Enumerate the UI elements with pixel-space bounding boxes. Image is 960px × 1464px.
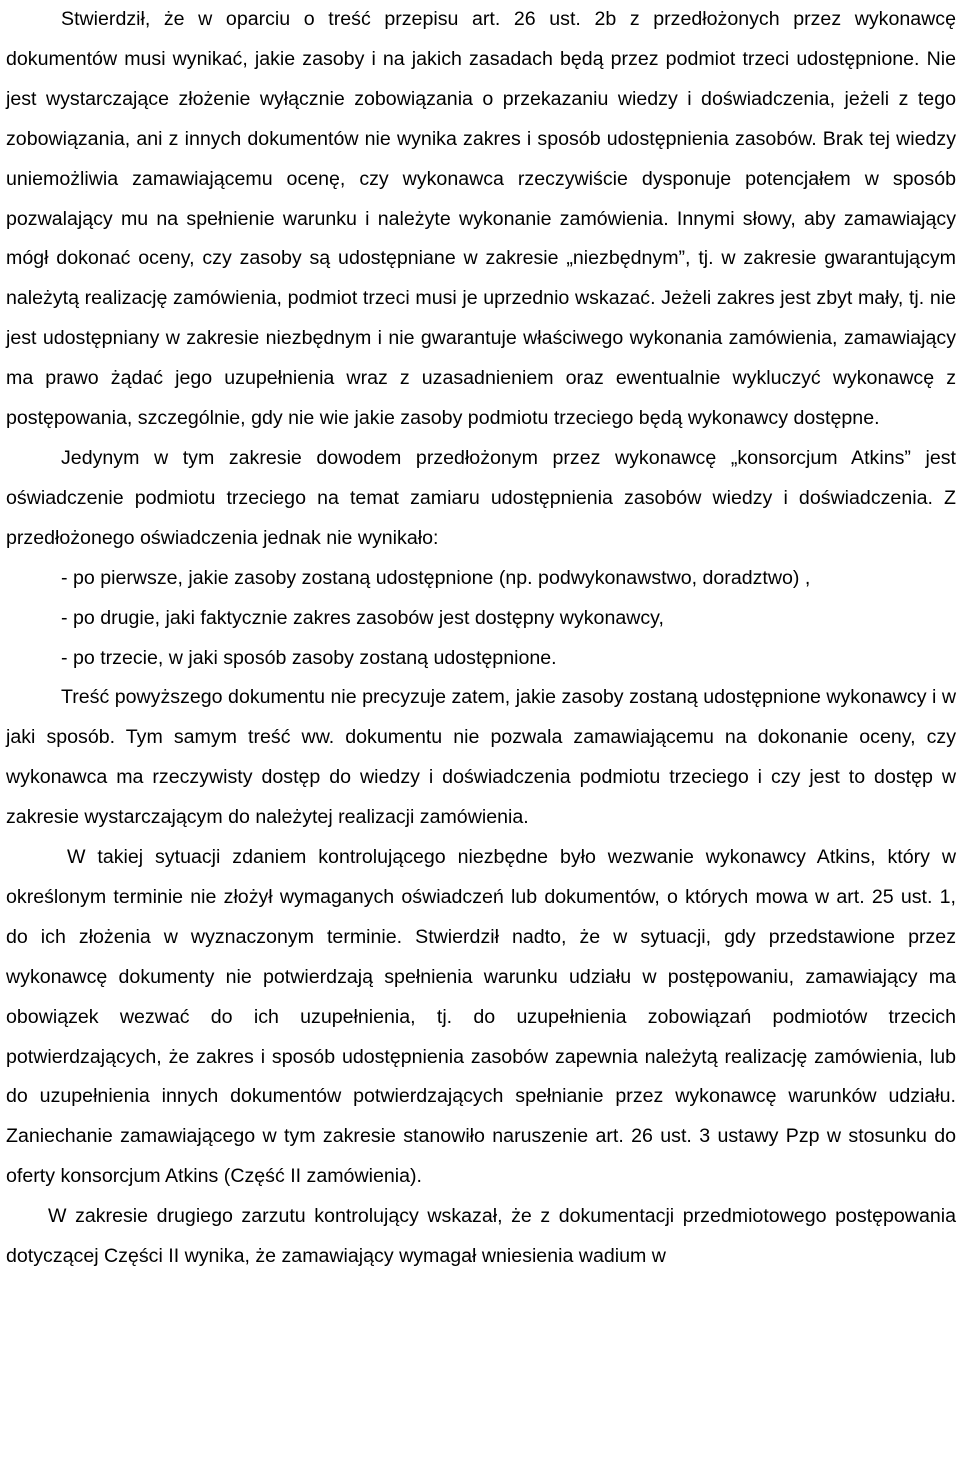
document-page [6, 0, 956, 1277]
list-item: - po trzecie, w jaki sposób zasoby zostaną udostępnione. [61, 646, 557, 669]
list-item: - po drugie, jaki faktycznie zakres zasobów jest dostępny wykonawcy, [61, 606, 664, 629]
paragraph-2: Jedynym w tym zakresie dowodem przedłożonym przez wykonawcę „konsorcjum Atkins” jest oświadczenie podmiotu trzeciego na temat zamiaru udostępnienia zasobów wiedzy i doświadczenia. Z przedłożonego oświadczenia jednak nie wynikało: [6, 446, 956, 549]
paragraph-1: Stwierdził, że w oparciu o treść przepisu art. 26 ust. 2b z przedłożonych przez wykonawcę dokumentów musi wynikać, jakie zasoby i na jakich zasadach będą przez podmiot trzeci udostępnione. Nie jest wystarczające złożenie wyłącznie zobowiązania o przekazaniu wiedzy i doświadczenia, jeżeli z tego zobowiązania, ani z innych dokumentów nie wynika zakres i sposób udostępnienia zasobów. Brak tej wiedzy uniemożliwia zamawiającemu ocenę, czy wykonawca rzeczywiście dysponuje potencjałem w sposób pozwalający mu na spełnienie warunku i należyte wykonanie zamówienia. Innymi słowy, aby zamawiający mógł dokonać oceny, czy zasoby są udostępniane w zakresie „niezbędnym”, tj. w zakresie gwarantującym należytą realizację zamówienia, podmiot trzeci musi je uprzednio wskazać. Jeżeli zakres jest zbyt mały, tj. nie jest udostępniany w zakresie niezbędnym i nie gwarantuje właściwego wykonania zamówienia, zamawiający ma prawo żądać jego uzupełnienia wraz z uzasadnieniem oraz ewentualnie wykluczyć wykonawcę z postępowania, szczególnie, gdy nie wie jakie zasoby podmiotu trzeciego będą wykonawcy dostępne. [6, 8, 956, 430]
enumeration-list [6, 559, 956, 679]
paragraph-3: Treść powyższego dokumentu nie precyzuje zatem, jakie zasoby zostaną udostępnione wykonawcy i w jaki sposób. Tym samym treść ww. dokumentu nie pozwala zamawiającemu na dokonanie oceny, czy wykonawca ma rzeczywisty dostęp do wiedzy i doświadczenia podmiotu trzeciego i czy jest to dostęp w zakresie wystarczającym do należytej realizacji zamówienia. [6, 686, 956, 829]
paragraph-5: W zakresie drugiego zarzutu kontrolujący wskazał, że z dokumentacji przedmiotowego postępowania dotyczącej Części II wynika, że zamawiający wymagał wniesienia wadium w [6, 1205, 956, 1268]
list-item: - po pierwsze, jakie zasoby zostaną udostępnione (np. podwykonawstwo, doradztwo) , [61, 566, 811, 589]
paragraph-4: W takiej sytuacji zdaniem kontrolującego niezbędne było wezwanie wykonawcy Atkins, który w określonym terminie nie złożył wymaganych oświadczeń lub dokumentów, o których mowa w art. 25 ust. 1, do ich złożenia w wyznaczonym terminie. Stwierdził nadto, że w sytuacji, gdy przedstawione przez wykonawcę dokumenty nie potwierdzają spełnienia warunku udziału w postępowaniu, zamawiający ma obowiązek wezwać do ich uzupełnienia, tj. do uzupełnienia zobowiązań podmiotów trzecich potwierdzających, że zakres i sposób udostępnienia zasobów zapewnia należytą realizację zamówienia, lub do uzupełnienia innych dokumentów potwierdzających spełnianie przez wykonawcę warunków udziału. Zaniechanie zamawiającego w tym zakresie stanowiło naruszenie art. 26 ust. 3 ustawy Pzp w stosunku do oferty konsorcjum Atkins (Część II zamówienia). [6, 846, 956, 1188]
